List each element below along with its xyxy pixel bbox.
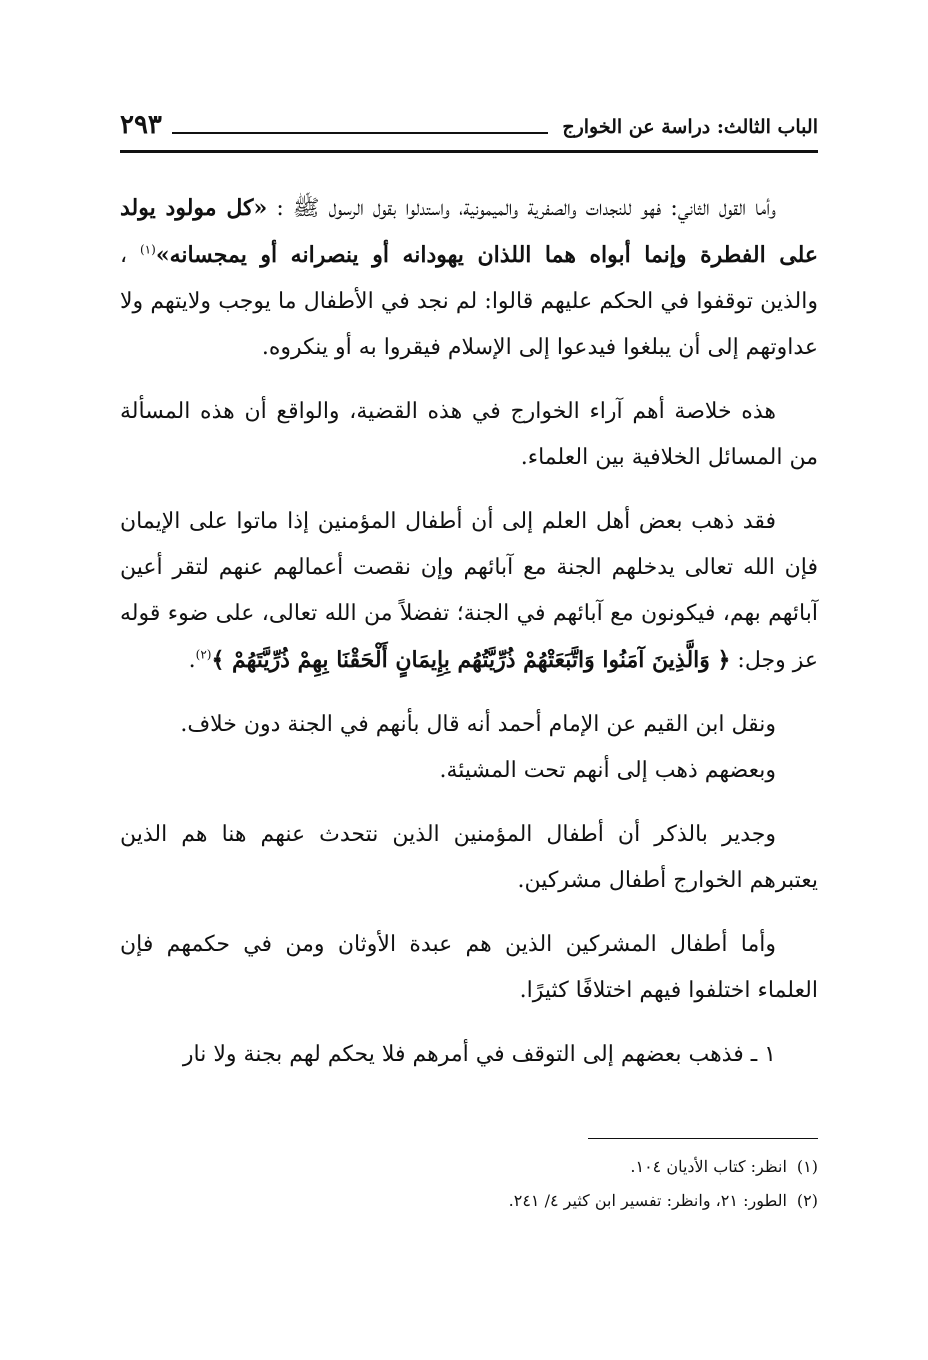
text-run: وأما القول الثاني: فهو للنجدات والصفرية والميمونية، واستدلوا بقول الرسول ﷺ :: [267, 196, 776, 221]
header-line: [172, 132, 548, 134]
footnote: [120, 1184, 818, 1218]
page-header: [120, 110, 818, 150]
page-number: ٢٩٣: [120, 110, 162, 140]
paragraph: وجدير بالذكر أن أطفال المؤمنين الذين نتحدث عنهم هنا هم الذين يعتبرهم الخوارج أطفال مشركين.: [120, 822, 818, 893]
footnote: [120, 1150, 818, 1184]
paragraph: [120, 499, 818, 684]
footnote-ref: (٢): [195, 647, 212, 662]
hadith-quote: «كل مولود يولد على الفطرة وإنما أبواه هما اللذان يهودانه أو ينصرانه أو يمجسانه»: [120, 195, 819, 268]
text-run: ، والذين توقفوا في الحكم عليهم قالوا: لم نجد في الأطفال ما يوجب ولايتهم ولا عداوتهم إلى أن يبلغوا فيدعوا إلى الإسلام فيقروا به أو ينكروه.: [120, 243, 818, 360]
footnote-rule: [588, 1138, 818, 1139]
footnote-ref: (١): [139, 242, 156, 257]
header-rule: [120, 150, 818, 153]
footnote-number: (١): [796, 1157, 818, 1176]
footnote-text: انظر: كتاب الأديان ١٠٤.: [630, 1157, 787, 1176]
footnote-text: الطور: ٢١، وانظر: تفسير ابن كثير ٤/ ٢٤١.: [508, 1191, 787, 1210]
running-head: الباب الثالث: دراسة عن الخوارج: [562, 116, 818, 138]
quran-verse: ﴿ وَالَّذِينَ آمَنُوا وَاتَّبَعَتْهُمْ ذُرِّيَّتُهُم بِإِيمَانٍ أَلْحَقْنَا بِهِمْ ذُرِّيَّتَهُمْ ﴾: [211, 647, 731, 673]
paragraph: وبعضهم ذهب إلى أنهم تحت المشيئة.: [439, 758, 776, 783]
paragraph: [120, 185, 818, 371]
text-run: فقد ذهب بعض أهل العلم إلى أن أطفال المؤمنين إذا ماتوا على الإيمان فإن الله تعالى يدخلهم الجنة مع آبائهم وإن نقصت أعمالهم عنهم لتقر أعين آبائهم بهم، فيكونون مع آبائهم في الجنة؛ تفضلاً من الله تعالى، على ضوء قوله عز وجل:: [120, 509, 818, 673]
paragraph: ونقل ابن القيم عن الإمام أحمد أنه قال بأنهم في الجنة دون خلاف.: [180, 712, 776, 737]
text-run: .: [188, 648, 196, 673]
paragraph: هذه خلاصة أهم آراء الخوارج في هذه القضية، والواقع أن هذه المسألة من المسائل الخلافية بين العلماء.: [120, 399, 818, 470]
footnote-number: (٢): [796, 1191, 818, 1210]
body-text: [120, 185, 818, 1078]
footnotes: [120, 1150, 818, 1218]
paragraph: ١ ـ فذهب بعضهم إلى التوقف في أمرهم فلا يحكم لهم بجنة ولا نار: [182, 1042, 776, 1067]
paragraph: وأما أطفال المشركين الذين هم عبدة الأوثان ومن في حكمهم فإن العلماء اختلفوا فيهم اختلافًا كثيرًا.: [120, 932, 818, 1003]
